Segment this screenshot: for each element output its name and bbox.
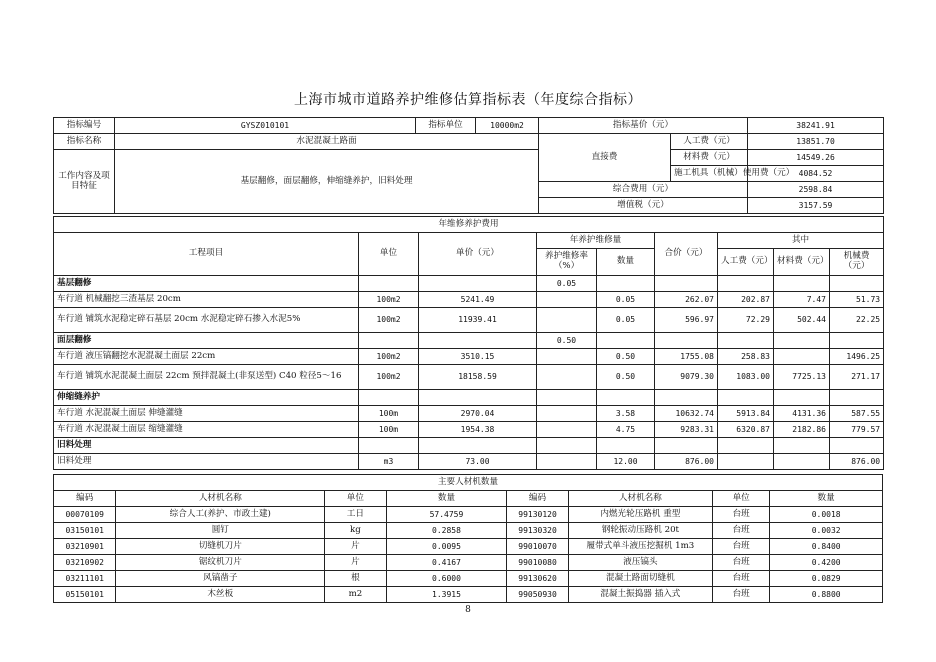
group-row xyxy=(54,438,884,454)
col-material: 材料费（元） xyxy=(774,249,830,276)
cell-rate xyxy=(537,438,597,454)
cell-labor xyxy=(718,276,774,292)
mat-qty: 0.0095 xyxy=(386,539,507,555)
mat-qty: 0.0829 xyxy=(770,571,883,587)
group-row xyxy=(54,276,884,292)
table-row xyxy=(54,292,884,308)
mat-qty: 1.3915 xyxy=(386,587,507,603)
cell-labor xyxy=(718,390,774,406)
cell-item: 旧料处理 xyxy=(54,438,359,454)
table-row xyxy=(54,365,884,390)
mat-col-code-1: 编码 xyxy=(54,491,116,507)
cell-qty: 3.58 xyxy=(597,406,655,422)
mat-code: 03150101 xyxy=(54,523,116,539)
cell-item: 基层翻修 xyxy=(54,276,359,292)
annual-section-title: 年维修养护费用 xyxy=(54,217,884,233)
mat-name: 履带式单斗液压挖掘机 1m3 xyxy=(568,539,712,555)
group-row xyxy=(54,390,884,406)
cell-qty: 12.00 xyxy=(597,454,655,470)
cell-material xyxy=(774,276,830,292)
annual-cost-table xyxy=(53,216,884,470)
mat-qty: 57.4759 xyxy=(386,507,507,523)
machine-value: 4084.52 xyxy=(748,166,884,182)
table-row xyxy=(54,507,883,523)
cell-price: 2970.04 xyxy=(419,406,537,422)
cell-unit: 100m2 xyxy=(359,349,419,365)
cell-rate xyxy=(537,454,597,470)
cell-machine: 271.17 xyxy=(830,365,884,390)
cell-qty: 0.50 xyxy=(597,349,655,365)
col-qty-group: 年养护维修量 xyxy=(537,233,655,249)
header-table xyxy=(53,117,884,214)
labor-value: 13851.70 xyxy=(748,134,884,150)
table-row xyxy=(54,308,884,333)
cell-item: 车行道 液压镐翻挖水泥混凝土面层 22cm xyxy=(54,349,359,365)
materials-section-title: 主要人材机数量 xyxy=(54,475,883,491)
cell-material xyxy=(774,333,830,349)
cell-unit: 100m2 xyxy=(359,308,419,333)
mat-name: 锯纹机刀片 xyxy=(116,555,325,571)
mat-unit: 片 xyxy=(325,555,386,571)
mat-col-code-2: 编码 xyxy=(507,491,568,507)
cell-labor: 1083.00 xyxy=(718,365,774,390)
cell-total: 9283.31 xyxy=(655,422,718,438)
cell-price: 3510.15 xyxy=(419,349,537,365)
cell-qty xyxy=(597,276,655,292)
cell-rate xyxy=(537,365,597,390)
cell-material xyxy=(774,454,830,470)
cell-total xyxy=(655,438,718,454)
cell-unit xyxy=(359,390,419,406)
mat-code: 03210902 xyxy=(54,555,116,571)
cell-material xyxy=(774,390,830,406)
base-price-label: 指标基价（元） xyxy=(539,118,748,134)
mat-unit: 台班 xyxy=(713,587,770,603)
cell-price xyxy=(419,390,537,406)
table-row xyxy=(54,587,883,603)
materials-table xyxy=(53,474,883,603)
mat-name: 风镐凿子 xyxy=(116,571,325,587)
mat-col-name-1: 人材机名称 xyxy=(116,491,325,507)
mat-unit: 台班 xyxy=(713,523,770,539)
cell-qty: 4.75 xyxy=(597,422,655,438)
material-value: 14549.26 xyxy=(748,150,884,166)
mat-col-unit-1: 单位 xyxy=(325,491,386,507)
cell-price: 11939.41 xyxy=(419,308,537,333)
mat-name: 切缝机刀片 xyxy=(116,539,325,555)
cell-unit: m3 xyxy=(359,454,419,470)
col-total: 合价（元） xyxy=(655,233,718,276)
cell-material xyxy=(774,349,830,365)
mat-name: 圆钉 xyxy=(116,523,325,539)
col-labor: 人工费（元） xyxy=(718,249,774,276)
cost-rows xyxy=(54,276,884,470)
work-label: 工作内容及项目特征 xyxy=(54,150,115,214)
cell-machine xyxy=(830,276,884,292)
mat-qty: 0.0018 xyxy=(770,507,883,523)
cell-rate xyxy=(537,422,597,438)
cell-machine: 22.25 xyxy=(830,308,884,333)
cell-total: 10632.74 xyxy=(655,406,718,422)
cell-qty: 0.05 xyxy=(597,308,655,333)
cell-machine: 876.00 xyxy=(830,454,884,470)
mat-name: 混凝土振捣器 插入式 xyxy=(568,587,712,603)
mat-unit: 台班 xyxy=(713,571,770,587)
comprehensive-label: 综合费用（元） xyxy=(539,182,748,198)
cell-labor xyxy=(718,454,774,470)
mat-qty: 0.6000 xyxy=(386,571,507,587)
cell-material xyxy=(774,438,830,454)
table-row xyxy=(54,406,884,422)
table-row xyxy=(54,454,884,470)
table-row xyxy=(54,539,883,555)
cell-item: 车行道 机械翻挖三渣基层 20cm xyxy=(54,292,359,308)
mat-code: 05150101 xyxy=(54,587,116,603)
cell-material: 4131.36 xyxy=(774,406,830,422)
mat-unit: kg xyxy=(325,523,386,539)
mat-col-unit-2: 单位 xyxy=(713,491,770,507)
cell-labor: 6320.87 xyxy=(718,422,774,438)
cell-total xyxy=(655,276,718,292)
cell-unit: 100m xyxy=(359,422,419,438)
mat-qty: 0.4200 xyxy=(770,555,883,571)
name-label: 指标名称 xyxy=(54,134,115,150)
cell-item: 伸缩缝养护 xyxy=(54,390,359,406)
mat-col-qty-1: 数量 xyxy=(386,491,507,507)
cell-material: 2182.86 xyxy=(774,422,830,438)
cell-rate xyxy=(537,292,597,308)
cell-labor: 72.29 xyxy=(718,308,774,333)
mat-name: 混凝土路面切缝机 xyxy=(568,571,712,587)
mat-code: 03211101 xyxy=(54,571,116,587)
page-title: 上海市城市道路养护维修估算指标表（年度综合指标） xyxy=(294,92,642,108)
cell-item: 车行道 铺筑水泥稳定碎石基层 20cm 水泥稳定碎石掺入水泥5% xyxy=(54,308,359,333)
cell-material: 7725.13 xyxy=(774,365,830,390)
direct-fee-label: 直接费 xyxy=(539,134,671,182)
cell-item: 面层翻修 xyxy=(54,333,359,349)
cell-price: 18158.59 xyxy=(419,365,537,390)
mat-unit: 台班 xyxy=(713,507,770,523)
comprehensive-value: 2598.84 xyxy=(748,182,884,198)
mat-name: 木丝板 xyxy=(116,587,325,603)
table-row xyxy=(54,571,883,587)
cell-price xyxy=(419,276,537,292)
col-machine: 机械费（元） xyxy=(830,249,884,276)
cell-qty xyxy=(597,438,655,454)
cell-price: 5241.49 xyxy=(419,292,537,308)
mat-unit: 台班 xyxy=(713,555,770,571)
col-qty: 数量 xyxy=(597,249,655,276)
col-item: 工程项目 xyxy=(54,233,359,276)
cell-machine: 51.73 xyxy=(830,292,884,308)
cell-machine xyxy=(830,390,884,406)
mat-unit: m2 xyxy=(325,587,386,603)
mat-qty: 0.2858 xyxy=(386,523,507,539)
mat-code: 99010080 xyxy=(507,555,568,571)
mat-unit: 工日 xyxy=(325,507,386,523)
cell-rate xyxy=(537,406,597,422)
cell-total xyxy=(655,390,718,406)
cell-labor: 258.83 xyxy=(718,349,774,365)
mat-name: 钢轮振动压路机 20t xyxy=(568,523,712,539)
col-among: 其中 xyxy=(718,233,884,249)
material-label: 材料费（元） xyxy=(671,150,748,166)
cell-unit: 100m2 xyxy=(359,365,419,390)
mat-code: 99130120 xyxy=(507,507,568,523)
cell-price xyxy=(419,333,537,349)
vat-label: 增值税（元） xyxy=(539,198,748,214)
mat-qty: 0.0032 xyxy=(770,523,883,539)
cell-price xyxy=(419,438,537,454)
name-value: 水泥混凝土路面 xyxy=(115,134,539,150)
cell-qty xyxy=(597,390,655,406)
cell-labor xyxy=(718,438,774,454)
cell-unit: 100m xyxy=(359,406,419,422)
table-row xyxy=(54,523,883,539)
cell-unit xyxy=(359,276,419,292)
cell-qty xyxy=(597,333,655,349)
cell-rate xyxy=(537,308,597,333)
table-row xyxy=(54,349,884,365)
col-unit: 单位 xyxy=(359,233,419,276)
mat-name: 内燃光轮压路机 重型 xyxy=(568,507,712,523)
cell-item: 旧料处理 xyxy=(54,454,359,470)
table-row xyxy=(54,422,884,438)
mat-unit: 片 xyxy=(325,539,386,555)
labor-label: 人工费（元） xyxy=(671,134,748,150)
page-number: 8 xyxy=(465,605,471,615)
group-row xyxy=(54,333,884,349)
mat-code: 00070109 xyxy=(54,507,116,523)
cell-unit xyxy=(359,438,419,454)
cell-total xyxy=(655,333,718,349)
code-label: 指标编号 xyxy=(54,118,115,134)
cell-machine: 779.57 xyxy=(830,422,884,438)
cell-total: 9079.30 xyxy=(655,365,718,390)
cell-unit: 100m2 xyxy=(359,292,419,308)
mat-name: 综合人工(养护、市政土建) xyxy=(116,507,325,523)
cell-unit xyxy=(359,333,419,349)
mat-qty: 0.4167 xyxy=(386,555,507,571)
unit-label: 指标单位 xyxy=(416,118,476,134)
mat-code: 99050930 xyxy=(507,587,568,603)
mat-name: 液压镐头 xyxy=(568,555,712,571)
cell-machine xyxy=(830,333,884,349)
cell-machine: 1496.25 xyxy=(830,349,884,365)
mat-code: 03210901 xyxy=(54,539,116,555)
cell-rate: 0.05 xyxy=(537,276,597,292)
cell-material: 502.44 xyxy=(774,308,830,333)
col-unit-price: 单价（元） xyxy=(419,233,537,276)
work-value: 基层翻修，面层翻修，伸缩缝养护，旧料处理 xyxy=(115,150,539,214)
mat-qty: 0.8800 xyxy=(770,587,883,603)
cell-machine: 587.55 xyxy=(830,406,884,422)
mat-col-qty-2: 数量 xyxy=(770,491,883,507)
cell-total: 1755.08 xyxy=(655,349,718,365)
cell-qty: 0.50 xyxy=(597,365,655,390)
cell-rate xyxy=(537,390,597,406)
col-rate: 养护维修率（%） xyxy=(537,249,597,276)
mat-qty: 0.8400 xyxy=(770,539,883,555)
cell-rate: 0.50 xyxy=(537,333,597,349)
cell-material: 7.47 xyxy=(774,292,830,308)
mat-code: 99130620 xyxy=(507,571,568,587)
base-price-value: 38241.91 xyxy=(748,118,884,134)
mat-unit: 台班 xyxy=(713,539,770,555)
mat-code: 99130320 xyxy=(507,523,568,539)
cell-price: 73.00 xyxy=(419,454,537,470)
cell-item: 车行道 铺筑水泥混凝土面层 22cm 预拌混凝土(非泵送型) C40 粒径5～16 xyxy=(54,365,359,390)
cell-labor: 202.87 xyxy=(718,292,774,308)
cell-total: 596.97 xyxy=(655,308,718,333)
unit-value: 10000m2 xyxy=(476,118,539,134)
cell-item: 车行道 水泥混凝土面层 伸缝灌缝 xyxy=(54,406,359,422)
cell-total: 876.00 xyxy=(655,454,718,470)
cell-price: 1954.38 xyxy=(419,422,537,438)
cell-labor xyxy=(718,333,774,349)
mat-unit: 根 xyxy=(325,571,386,587)
mat-code: 99010070 xyxy=(507,539,568,555)
cell-machine xyxy=(830,438,884,454)
cell-rate xyxy=(537,349,597,365)
mat-col-name-2: 人材机名称 xyxy=(568,491,712,507)
cell-total: 262.07 xyxy=(655,292,718,308)
table-row xyxy=(54,555,883,571)
cell-qty: 0.05 xyxy=(597,292,655,308)
cell-labor: 5913.84 xyxy=(718,406,774,422)
machine-label: 施工机具（机械）使用费（元） xyxy=(671,166,748,182)
code-value: GYSZ010101 xyxy=(115,118,416,134)
cell-item: 车行道 水泥混凝土面层 缩缝灌缝 xyxy=(54,422,359,438)
materials-rows xyxy=(54,507,883,603)
vat-value: 3157.59 xyxy=(748,198,884,214)
